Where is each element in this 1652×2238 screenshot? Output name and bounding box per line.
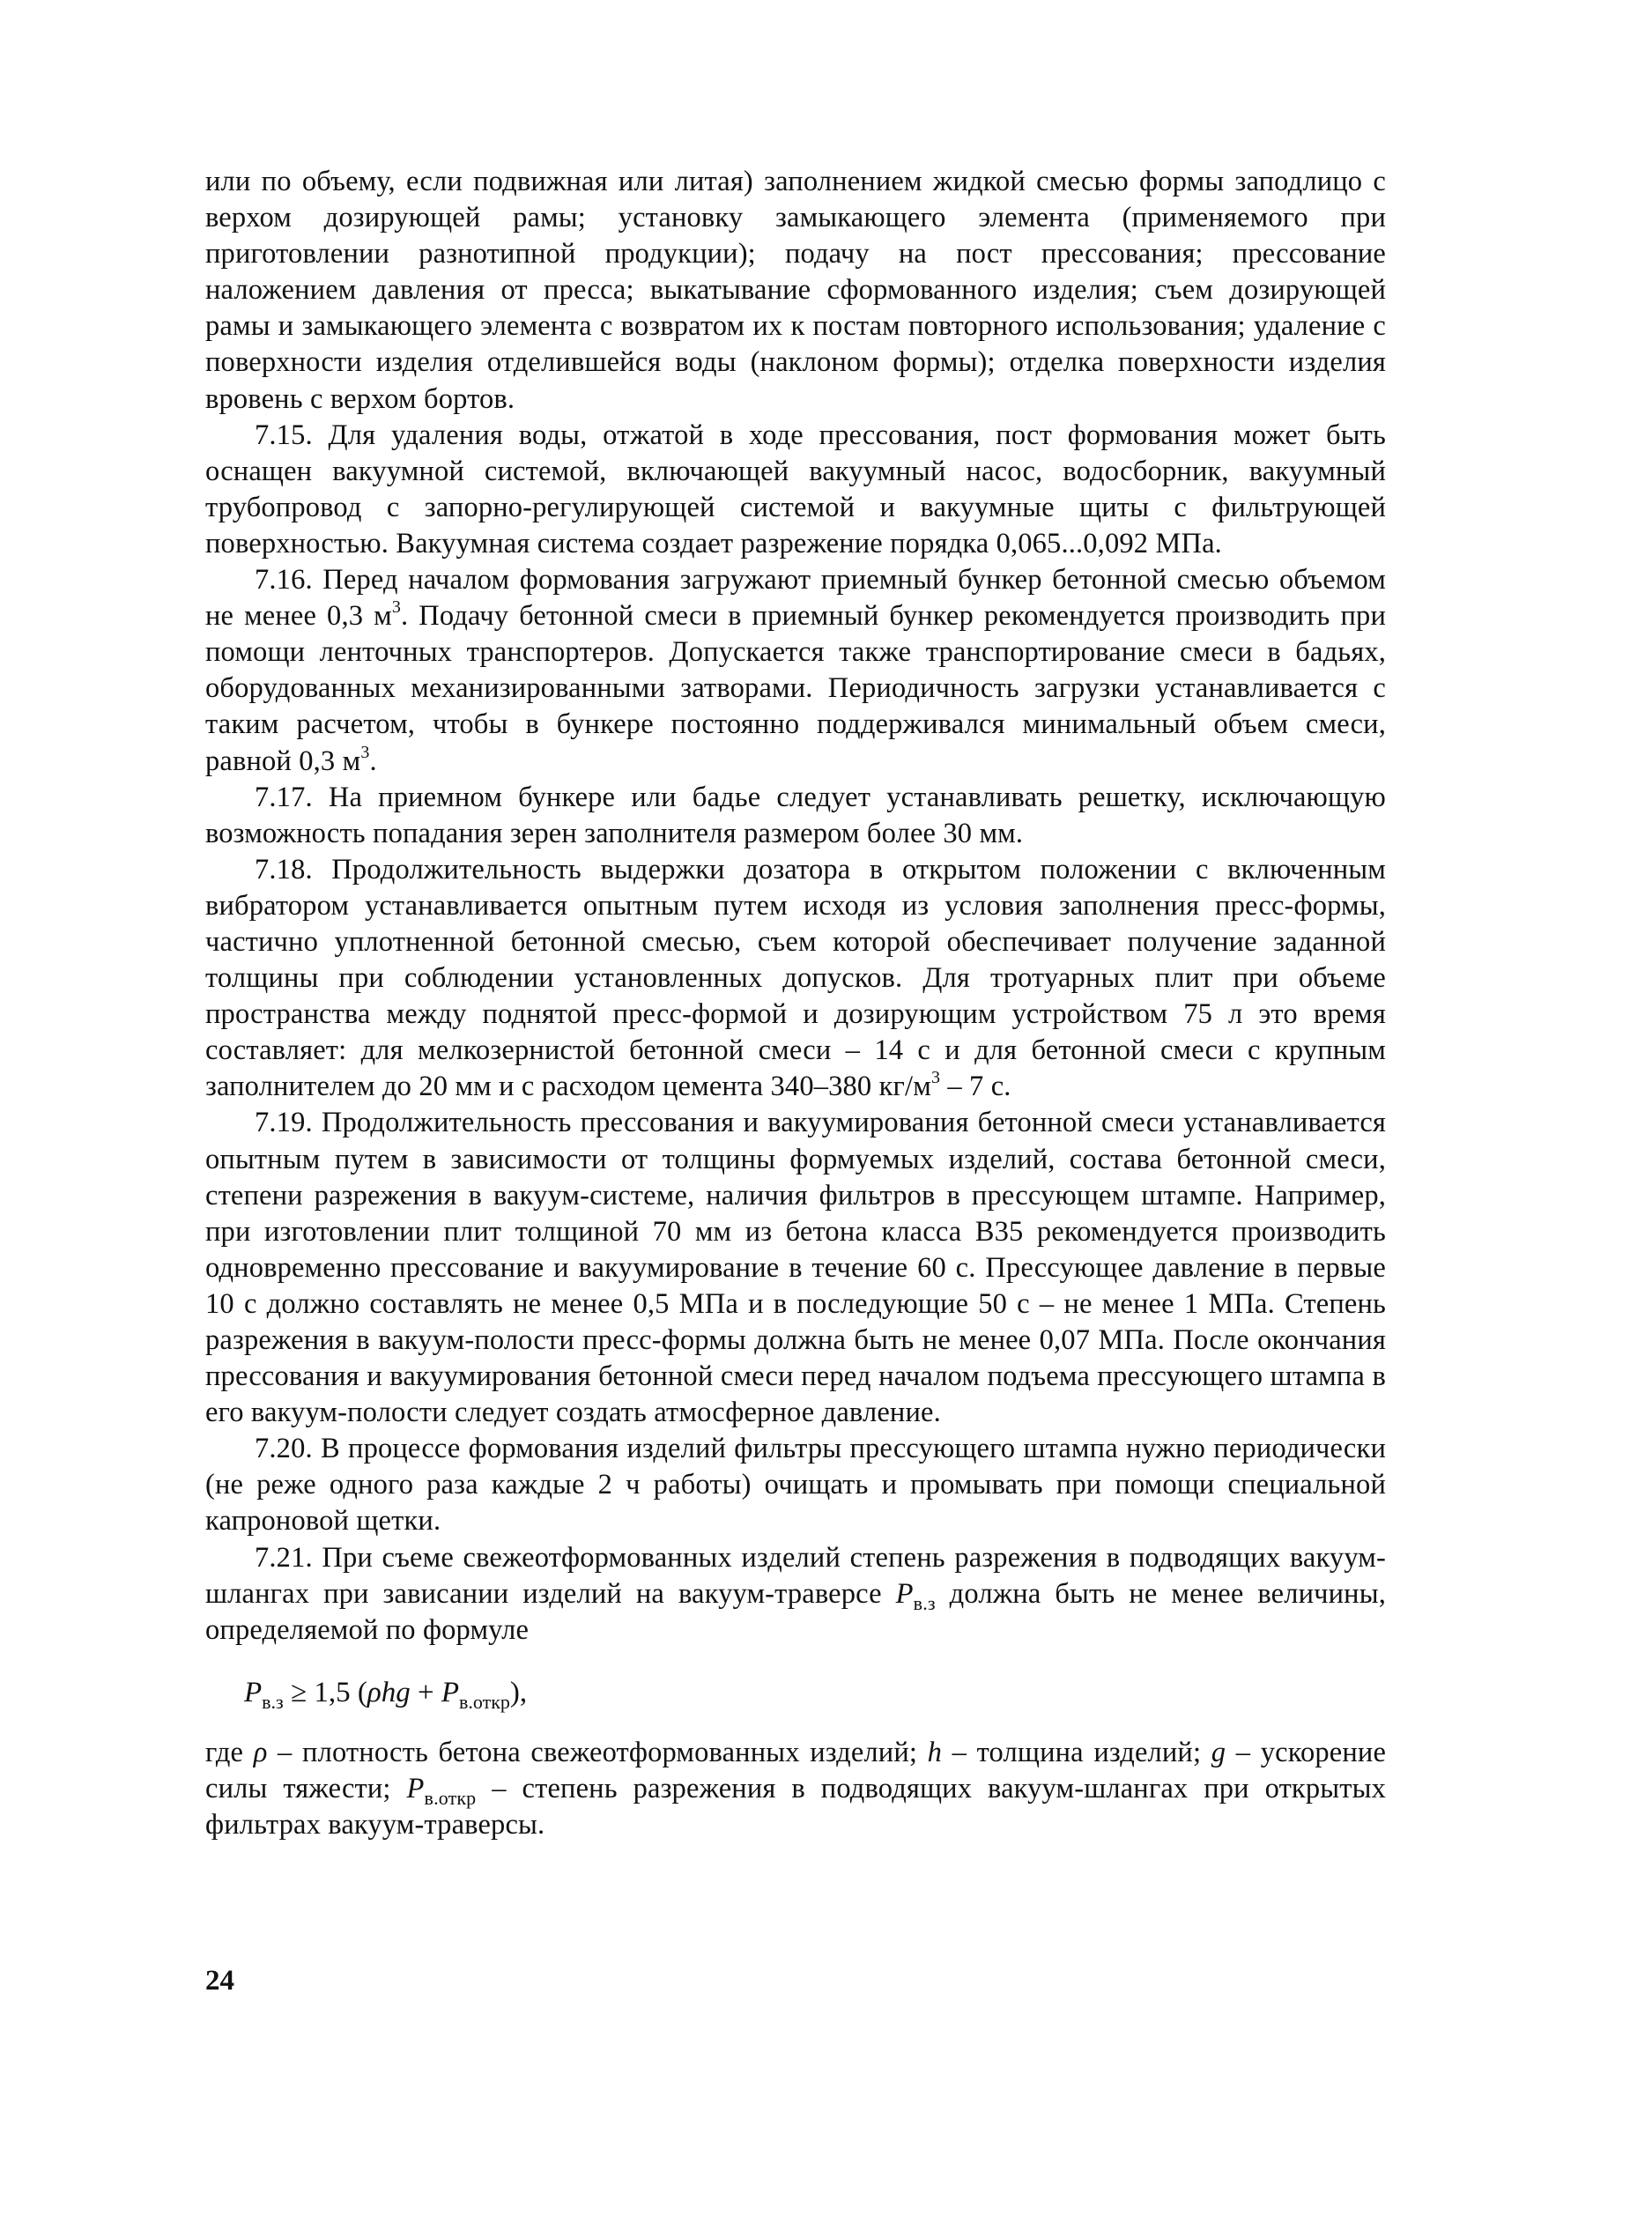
document-page <box>205 164 1386 1843</box>
formula-rhs-variable: P <box>441 1676 459 1708</box>
paragraph-7-20: 7.20. В процессе формования изделий фильтры прессующего штампа нужно периодически (не реже одного раза каждые 2 ч работы) очищать и промывать при помощи специальной капроновой щетки. <box>205 1433 1386 1538</box>
intro-paragraph: или по объему, если подвижная или литая) заполнением жидкой смесью формы заподлицо с верхом дозирующей рамы; установку замыкающего элемента (применяемого при приготовлении разнотипной продукции); подачу на пост прессования; прессование наложением давления от пресса; выкатывание сформованного изделия; съем дозирующей рамы и замыкающего элемента с возвратом их к постам повторного использования; удаление с поверхности изделия отделившейся воды (наклоном формы); отделка поверхности изделия вровень с верхом бортов. <box>205 166 1386 415</box>
legend-rho: ρ <box>253 1736 268 1768</box>
formula-plus: + <box>410 1676 441 1708</box>
paragraph-7-17: 7.17. На приемном бункере или бадье следует устанавливать решетку, исключающую возможность попадания зерен заполнителя размером более 30 мм. <box>205 781 1386 849</box>
legend-p: P <box>406 1772 425 1804</box>
legend-p-desc: – степень разрежения в подводящих вакуум-шлангах при открытых фильтрах вакуум-траверсы. <box>205 1772 1386 1842</box>
formula-operator: ≥ 1,5 ( <box>283 1676 367 1708</box>
superscript-cubic: 3 <box>391 597 401 618</box>
legend-h: h <box>927 1736 943 1768</box>
paragraph-7-18-part1: 7.18. Продолжительность выдержки дозатора в открытом положении с включенным вибратором устанавливается опытным путем исходя из условия заполнения пресс-формы, частично уплотненной бетонной смесью, съем которой обеспечивает получение заданной толщины при соблюдении установленных допусков. Для тротуарных плит при объеме пространства между поднятой пресс-формой и дозирующим устройством 75 л это время составляет: для мелкозернистой бетонной смеси – 14 с и для бетонной смеси с крупным заполнителем до 20 мм и с расходом цемента 340–380 кг/м <box>205 853 1386 1103</box>
legend-p-subscript: в.откр <box>424 1786 477 1809</box>
legend-h-desc: – толщина изделий; <box>942 1736 1211 1768</box>
paragraph-7-21-part2: должна быть не менее величины, определяемой по формуле <box>205 1577 1386 1646</box>
legend-g: g <box>1211 1736 1226 1768</box>
formula <box>244 1671 1386 1714</box>
variable-p: P <box>895 1577 914 1610</box>
formula-legend <box>205 1735 1386 1843</box>
formula-lhs-subscript: в.з <box>262 1690 284 1713</box>
paragraph-7-16-part1: 7.16. Перед началом формования загружают приемный бункер бетонной смесью объемом не менее 0,3 м <box>205 564 1386 633</box>
paragraph-7-18-part2: – 7 с. <box>940 1071 1011 1103</box>
formula-rhs-subscript: в.откр <box>459 1690 510 1713</box>
formula-rho-h-g: ρhg <box>367 1676 411 1708</box>
subscript: в.з <box>913 1591 936 1614</box>
paragraph-7-19: 7.19. Продолжительность прессования и вакуумирования бетонной смеси устанавливается опытным путем в зависимости от толщины формуемых изделий, состава бетонной смеси, степени разрежения в вакуум-системе, наличия фильтров в прессующем штампе. Например, при изготовлении плит толщиной 70 мм из бетона класса В35 рекомендуется производить одновременно прессование и вакуумирование в течение 60 с. Прессующее давление в первые 10 с должно составлять не менее 0,5 МПа и в последующие 50 с – не менее 1 МПа. Степень разрежения в вакуум-полости пресс-формы должна быть не менее 0,07 МПа. После окончания прессования и вакуумирования бетонной смеси перед началом подъема прессующего штампа в его вакуум-полости следует создать атмосферное давление. <box>205 1107 1386 1429</box>
page-number: 24 <box>205 1965 234 1997</box>
paragraph-7-21-part1: 7.21. При съеме свежеотформованных изделий степень разрежения в подводящих вакуум-шлангах при зависании изделий на вакуум-траверсе <box>205 1541 1386 1610</box>
legend-rho-desc: – плотность бетона свежеотформованных изделий; <box>267 1736 928 1768</box>
paragraph-7-18 <box>205 852 1386 1106</box>
paragraph-7-16-part2: . Подачу бетонной смеси в приемный бункер рекомендуется производить при помощи ленточных транспортеров. Допускается также транспортирование смеси в бадьях, оборудованных механизированными затворами. Периодичность загрузки устанавливается с таким расчетом, чтобы в бункере постоянно поддерживался минимальный объем смеси, равной 0,3 м <box>205 600 1386 777</box>
legend-g-desc: – ускорение силы тяжести; <box>205 1736 1387 1804</box>
paragraph-7-15: 7.15. Для удаления воды, отжатой в ходе прессования, пост формования может быть оснащен вакуумной системой, включающей вакуумный насос, водосборник, вакуумный трубопровод с запорно-регулирующей системой и вакуумные щиты с фильтрующей поверхностью. Вакуумная система создает разрежение порядка 0,065...0,092 МПа. <box>205 419 1386 560</box>
legend-where: где <box>205 1736 254 1768</box>
paragraph-7-16-part3: . <box>369 745 377 777</box>
formula-lhs-variable: P <box>244 1676 263 1708</box>
paragraph-7-16 <box>205 562 1386 780</box>
superscript-cubic: 3 <box>360 742 370 762</box>
paragraph-7-21 <box>205 1540 1386 1649</box>
superscript-cubic: 3 <box>930 1068 941 1088</box>
formula-close: ), <box>509 1676 528 1708</box>
